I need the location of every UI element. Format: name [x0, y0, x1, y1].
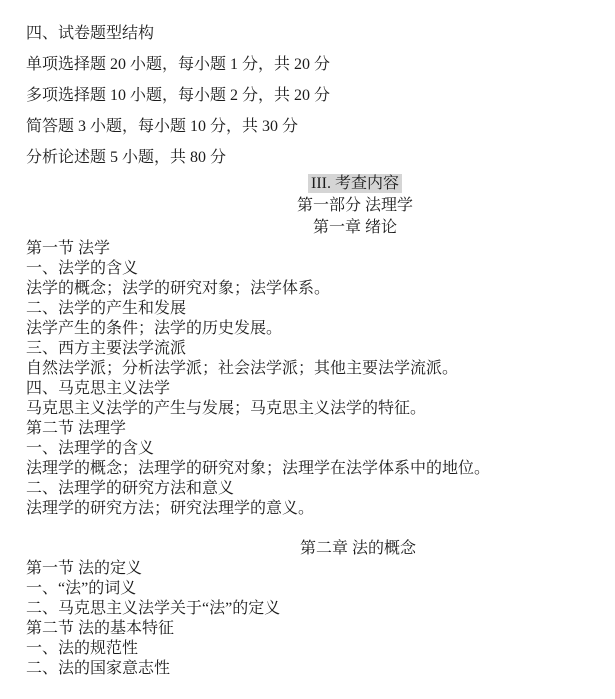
exam-item-short-answer: 简答题 3 小题，每小题 10 分，共 30 分 [26, 118, 299, 135]
content-line: 一、“法”的词义 [26, 580, 137, 597]
content-line: 第二节 法理学 [26, 420, 127, 437]
exam-structure-section [0, 0, 615, 173]
exam-item-multi-choice: 多项选择题 10 小题，每小题 2 分，共 20 分 [26, 87, 331, 104]
exam-item-essay: 分析论述题 5 小题，共 80 分 [26, 149, 227, 166]
content-line: 二、法理学的研究方法和意义 [26, 480, 235, 497]
exam-item-single-choice: 单项选择题 20 小题，每小题 1 分，共 20 分 [26, 56, 331, 73]
blank-line [26, 519, 615, 539]
section3-heading-highlighted: III. 考查内容 [308, 174, 402, 193]
content-line: 自然法学派；分析法学派；社会法学派；其他主要法学流派。 [26, 360, 459, 377]
content-line: 一、法学的含义 [26, 260, 139, 277]
content-line: 四、马克思主义法学 [26, 380, 171, 397]
part1-heading: 第一部分 法理学 [296, 197, 413, 214]
content-line: 法学的概念；法学的研究对象；法学体系。 [26, 280, 331, 297]
content-line: 二、马克思主义法学关于“法”的定义 [26, 600, 281, 617]
chapter1-heading: 第一章 绪论 [312, 219, 397, 236]
content-line: 第一节 法学 [26, 240, 111, 257]
content-line: 三、西方主要法学流派 [26, 340, 187, 357]
content-line: 一、法理学的含义 [26, 440, 155, 457]
chapter2-heading: 第二章 法的概念 [300, 540, 417, 557]
content-line: 二、法学的产生和发展 [26, 300, 187, 317]
content-line: 法理学的研究方法；研究法理学的意义。 [26, 500, 315, 517]
content-line: 马克思主义法学的产生与发展；马克思主义法学的特征。 [26, 400, 427, 417]
content-line: 一、法的规范性 [26, 640, 139, 657]
content-line: 法理学的概念；法理学的研究对象；法理学在法学体系中的地位。 [26, 460, 491, 477]
document-content [0, 239, 615, 679]
section3-headings [25, 173, 615, 239]
content-line: 第二节 法的基本特征 [26, 620, 175, 637]
content-line: 法学产生的条件；法学的历史发展。 [26, 320, 283, 337]
section3-heading-line [25, 173, 615, 195]
content-line: 二、法的国家意志性 [26, 660, 171, 677]
exam-structure-heading: 四、试卷题型结构 [26, 25, 155, 42]
content-line: 第一节 法的定义 [26, 560, 143, 577]
